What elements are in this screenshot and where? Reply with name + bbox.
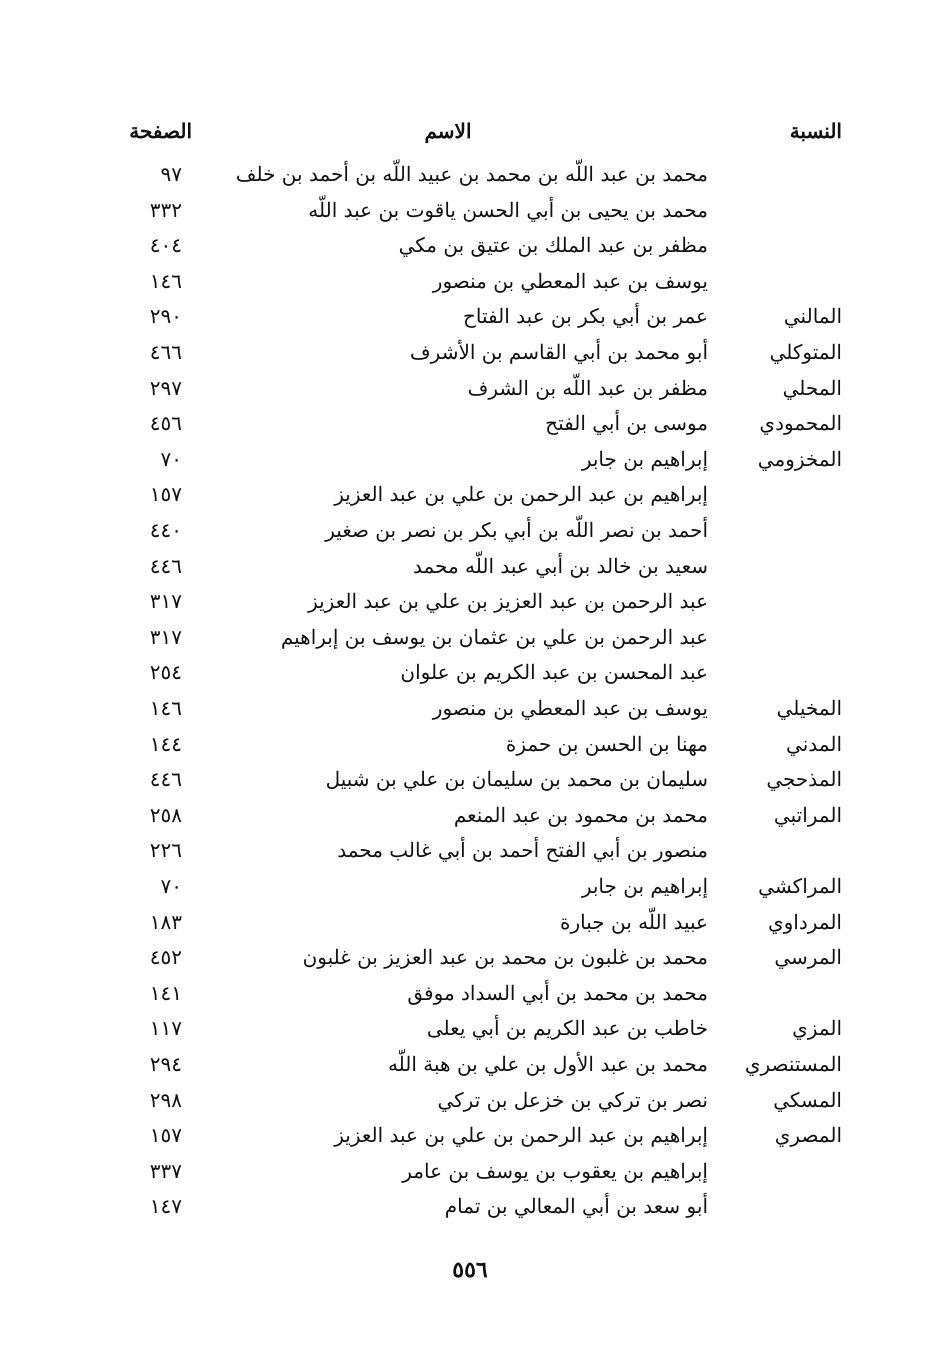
row-nisba: المرسي: [774, 945, 842, 970]
row-nisba: المتوكلي: [769, 340, 842, 364]
table-row: [0, 761, 940, 797]
row-nisba: المحمودي: [759, 411, 842, 436]
row-page: ٣١٧: [149, 624, 182, 649]
row-page: ٤٥٦: [149, 411, 182, 436]
table-row: [0, 405, 940, 441]
table-row: [0, 690, 940, 726]
row-nisba: المراتبي: [773, 802, 842, 827]
row-page: ١٤٦: [149, 268, 182, 293]
table-row: [0, 797, 940, 833]
row-name: مظفر بن عبد الملك بن عتيق بن مكي: [398, 233, 708, 258]
row-nisba: المراكشي: [758, 874, 842, 898]
row-nisba: المخيلي: [776, 696, 842, 720]
table-row: [0, 298, 940, 334]
header-name: الاسم: [424, 119, 472, 143]
table-row: [0, 1046, 940, 1082]
row-name: سعيد بن خالد بن أبي عبد اللّه محمد: [412, 553, 708, 578]
table-header: [0, 113, 940, 149]
table-row: [0, 1188, 940, 1224]
row-nisba: المدني: [786, 731, 842, 756]
row-name: محمد بن عبد اللّه بن محمد بن عبيد اللّه بن أحمد بن خلف: [235, 162, 708, 186]
row-page: ١٨٣: [149, 909, 182, 934]
row-name: محمد بن محمود بن عبد المنعم: [453, 802, 708, 827]
row-name: يوسف بن عبد المعطي بن منصور: [432, 696, 708, 720]
row-nisba: المالني: [783, 304, 842, 329]
row-page: ١٤٤: [149, 731, 182, 756]
row-page: ٢٩٨: [149, 1087, 182, 1112]
row-page: ١١٧: [149, 1016, 182, 1041]
row-name: محمد بن يحيى بن أبي الحسن ياقوت بن عبد اللّه: [308, 197, 708, 222]
table-row: [0, 548, 940, 584]
row-nisba: المرداوي: [767, 909, 842, 934]
page-number: ٥٥٦: [452, 1257, 488, 1283]
row-name: إبراهيم بن جابر: [581, 446, 708, 471]
row-name: عبد المحسن بن عبد الكريم بن علوان: [400, 660, 708, 685]
row-page: ١٤٧: [149, 1194, 182, 1219]
row-name: محمد بن محمد بن أبي السداد موفق: [407, 980, 708, 1005]
row-name: عبد الرحمن بن علي بن عثمان بن يوسف بن إبراهيم: [280, 624, 708, 649]
row-name: أبو محمد بن أبي القاسم بن الأشرف: [409, 340, 708, 364]
row-page: ١٤١: [149, 980, 182, 1005]
header-page: الصفحة: [129, 119, 192, 143]
row-page: ٤٠٤: [149, 233, 182, 258]
row-nisba: المصري: [774, 1123, 842, 1148]
row-name: إبراهيم بن عبد الرحمن بن علي بن عبد العزيز: [334, 1123, 708, 1148]
row-name: إبراهيم بن يعقوب بن يوسف بن عامر: [402, 1158, 708, 1183]
row-page: ٢٩٧: [149, 375, 182, 400]
header-nisba: النسبة: [789, 119, 842, 143]
row-page: ١٥٧: [149, 482, 182, 507]
row-name: مظفر بن عبد اللّه بن الشرف: [467, 375, 708, 400]
row-page: ١٥٧: [149, 1123, 182, 1148]
row-name: أحمد بن نصر اللّه بن أبي بكر بن نصر بن صغير: [325, 518, 708, 542]
table-row: [0, 868, 940, 904]
table-row: [0, 1082, 940, 1118]
row-page: ٧٠: [160, 874, 182, 898]
table-row: [0, 726, 940, 762]
table-row: [0, 192, 940, 228]
row-nisba: المسكي: [773, 1087, 842, 1112]
row-page: ٢٢٦: [149, 838, 182, 863]
row-nisba: المخزومي: [757, 446, 842, 471]
table-row: [0, 334, 940, 370]
row-name: عبد الرحمن بن عبد العزيز بن علي بن عبد العزيز: [308, 589, 708, 614]
row-nisba: المزي: [792, 1016, 842, 1041]
row-page: ٣١٧: [149, 589, 182, 614]
row-name: سليمان بن محمد بن سليمان بن علي بن شبيل: [325, 767, 708, 792]
row-page: ٧٠: [160, 446, 182, 471]
table-row: [0, 975, 940, 1011]
table-row: [0, 619, 940, 655]
row-page: ٣٣٧: [149, 1158, 182, 1183]
row-name: خاطب بن عبد الكريم بن أبي يعلى: [426, 1016, 708, 1041]
row-name: محمد بن غلبون بن محمد بن عبد العزيز بن غلبون: [302, 945, 708, 970]
table-row: [0, 1117, 940, 1153]
row-page: ٤٤٦: [149, 767, 182, 792]
table-row: [0, 583, 940, 619]
row-name: يوسف بن عبد المعطي بن منصور: [432, 268, 708, 293]
row-name: نصر بن تركي بن خزعل بن تركي: [437, 1087, 708, 1112]
row-page: ٤٥٢: [149, 945, 182, 970]
row-name: عبيد اللّه بن جبارة: [560, 909, 708, 934]
table-row: [0, 939, 940, 975]
row-name: مهنا بن الحسن بن حمزة: [505, 731, 708, 756]
row-page: ٤٤٠: [149, 518, 182, 542]
row-page: ٢٩٤: [149, 1052, 182, 1076]
row-page: ٣٣٢: [149, 197, 182, 222]
row-page: ٢٥٨: [149, 802, 182, 827]
row-name: أبو سعد بن أبي المعالي بن تمام: [444, 1194, 708, 1219]
table-row: [0, 832, 940, 868]
table-row: [0, 156, 940, 192]
row-name: إبراهيم بن عبد الرحمن بن علي بن عبد العزيز: [334, 482, 708, 507]
table-row: [0, 370, 940, 406]
row-page: ٢٥٤: [149, 660, 182, 685]
table-row: [0, 476, 940, 512]
row-page: ٤٦٦: [149, 340, 182, 364]
row-page: ٩٧: [160, 162, 182, 186]
table-row: [0, 654, 940, 690]
table-row: [0, 441, 940, 477]
row-name: إبراهيم بن جابر: [581, 874, 708, 898]
row-name: عمر بن أبي بكر بن عبد الفتاح: [463, 304, 708, 329]
row-name: محمد بن عبد الأول بن علي بن هبة اللّه: [387, 1052, 708, 1076]
table-row: [0, 512, 940, 548]
table-row: [0, 904, 940, 940]
row-page: ٤٤٦: [149, 553, 182, 578]
table-row: [0, 263, 940, 299]
row-page: ١٤٦: [149, 696, 182, 720]
row-nisba: المستنصري: [744, 1052, 842, 1076]
row-name: منصور بن أبي الفتح أحمد بن أبي غالب محمد: [337, 838, 708, 863]
table-row: [0, 1010, 940, 1046]
row-nisba: المذحجي: [766, 767, 842, 792]
row-nisba: المحلي: [782, 375, 842, 400]
row-page: ٢٩٠: [149, 304, 182, 329]
table-row: [0, 1153, 940, 1189]
row-name: موسى بن أبي الفتح: [545, 411, 708, 436]
table-row: [0, 227, 940, 263]
